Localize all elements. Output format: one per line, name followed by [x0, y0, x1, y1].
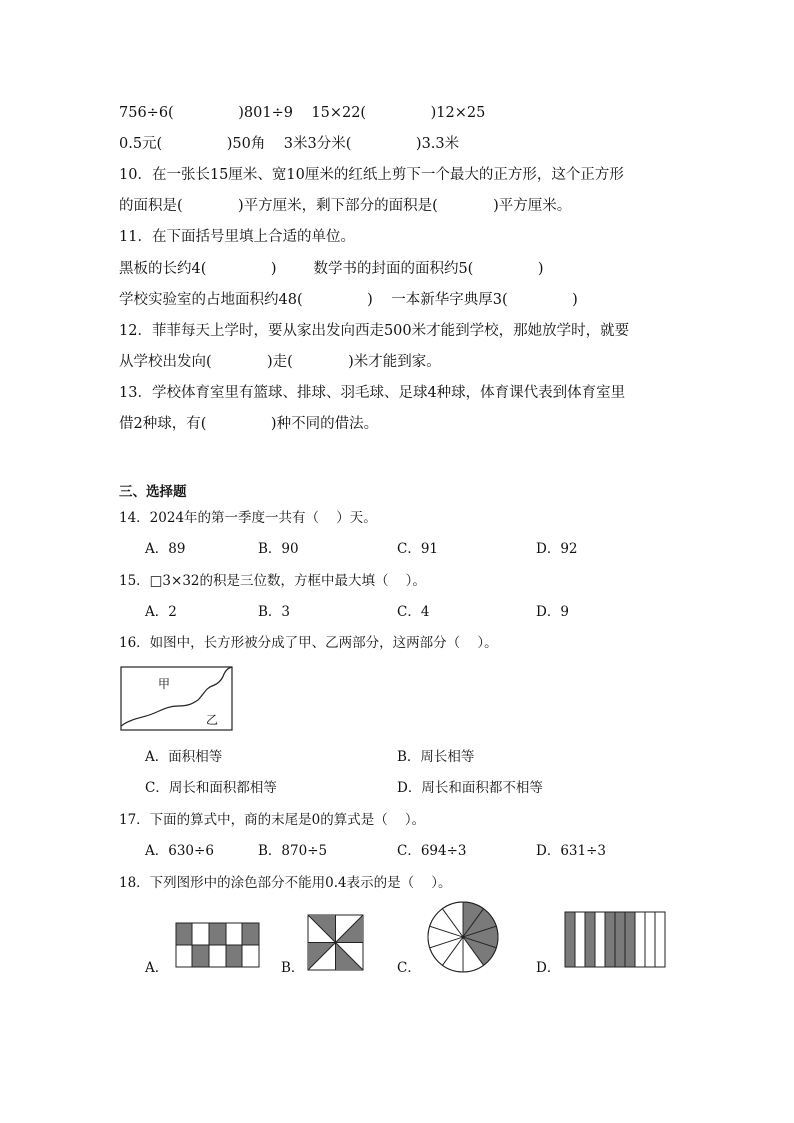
question-13-line-1: 13．学校体育室里有篮球、排球、羽毛球、足球4种球，体育课代表到体育室里 — [119, 385, 626, 401]
question-12-line-1: 12．菲菲每天上学时，要从家出发向西走500米才能到学校，那她放学时，就要 — [119, 323, 630, 339]
question-10-line-2: 的面积是( )平方厘米，剩下部分的面积是( )平方厘米。 — [119, 198, 572, 214]
q14-option-b[interactable]: B．90 — [258, 541, 299, 557]
label-jia: 甲 — [158, 677, 171, 691]
section-title-choice: 三、选择题 — [119, 484, 187, 500]
question-15-stem: 15．□3×32的积是三位数，方框中最大填（ ）。 — [119, 573, 426, 589]
q17-option-b[interactable]: B．870÷5 — [258, 843, 328, 859]
question-11-line-2: 学校实验室的占地面积约48( ) 一本新华字典厚3( ) — [119, 292, 578, 308]
question-12-line-2: 从学校出发向( )走( )米才能到家。 — [119, 354, 441, 370]
question-11-title: 11．在下面括号里填上合适的单位。 — [119, 229, 355, 245]
q16-option-d[interactable]: D．周长和面积都不相等 — [397, 780, 543, 796]
q18-option-a[interactable]: A． — [145, 960, 169, 976]
q18-figure-d-strips — [564, 911, 667, 969]
q16-option-c[interactable]: C．周长和面积都相等 — [145, 780, 277, 796]
q18-option-d[interactable]: D． — [536, 960, 561, 976]
question-10-line-1: 10．在一张长15厘米、宽10厘米的红纸上剪下一个最大的正方形，这个正方形 — [119, 167, 624, 183]
q16-rectangle-figure — [120, 666, 234, 734]
q15-option-d[interactable]: D．9 — [536, 604, 569, 620]
q16-option-b[interactable]: B．周长相等 — [397, 749, 475, 765]
question-18-stem: 18．下列图形中的涂色部分不能用0.4表示的是（ ）。 — [119, 875, 452, 891]
question-17-stem: 17．下面的算式中，商的末尾是0的算式是（ ）。 — [119, 812, 426, 828]
q15-option-b[interactable]: B．3 — [258, 604, 291, 620]
q17-option-c[interactable]: C．694÷3 — [397, 843, 467, 859]
q14-option-d[interactable]: D．92 — [536, 541, 578, 557]
q18-figure-c-circle — [426, 900, 500, 974]
q17-option-a[interactable]: A．630÷6 — [145, 843, 214, 859]
q16-option-a[interactable]: A．面积相等 — [145, 749, 223, 765]
q14-option-a[interactable]: A．89 — [145, 541, 186, 557]
q18-figure-a-grid — [175, 922, 261, 970]
q14-option-c[interactable]: C．91 — [397, 541, 439, 557]
q15-option-c[interactable]: C．4 — [397, 604, 430, 620]
q18-figure-b-pinwheel — [307, 914, 365, 972]
question-14-stem: 14．2024年的第一季度一共有（ ）天。 — [119, 510, 377, 526]
q15-option-a[interactable]: A．2 — [145, 604, 177, 620]
compare-row-1: 756÷6( )801÷9 15×22( )12×25 — [119, 105, 486, 121]
question-11-line-1: 黑板的长约4( ) 数学书的封面的面积约5( ) — [119, 261, 544, 277]
question-13-line-2: 借2种球，有( )种不同的借法。 — [119, 416, 379, 432]
question-16-stem: 16．如图中，长方形被分成了甲、乙两部分，这两部分（ ）。 — [119, 635, 498, 651]
compare-row-2: 0.5元( )50角 3米3分米( )3.3米 — [119, 136, 460, 152]
q18-option-c[interactable]: C． — [397, 960, 421, 976]
q18-option-b[interactable]: B． — [281, 960, 305, 976]
q17-option-d[interactable]: D．631÷3 — [536, 843, 606, 859]
label-yi: 乙 — [206, 713, 219, 727]
